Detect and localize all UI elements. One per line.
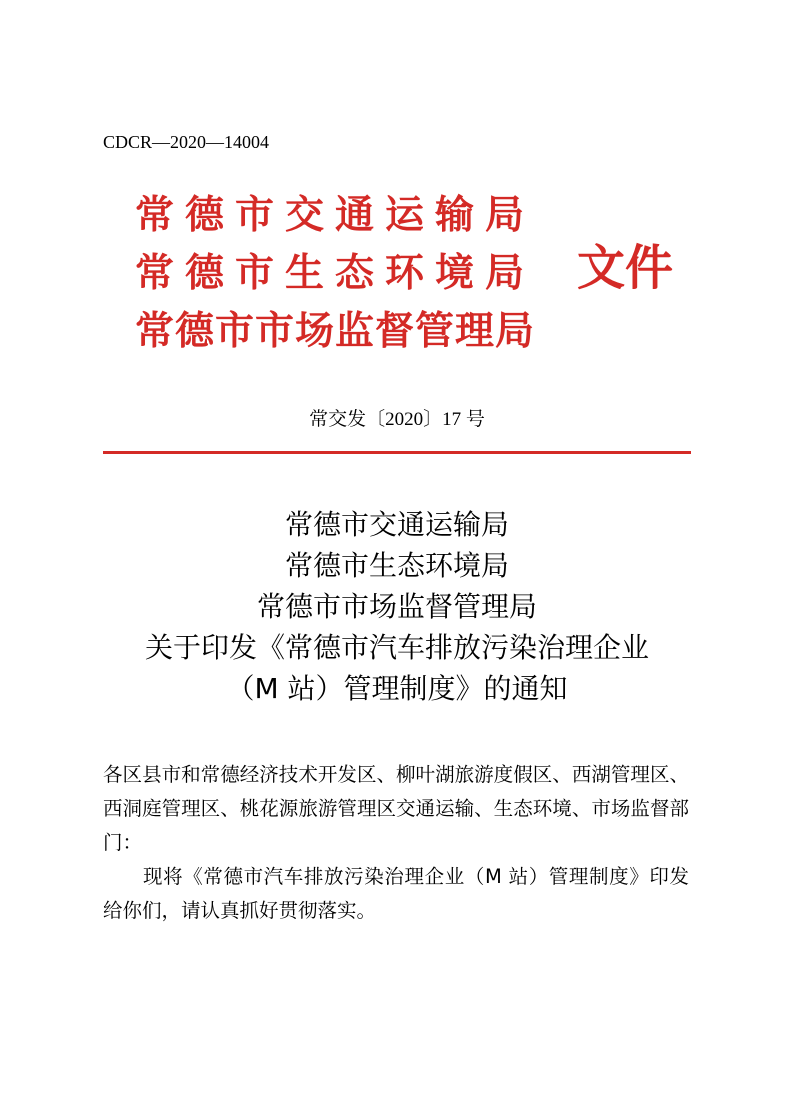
title-line: 常德市生态环境局 bbox=[284, 549, 509, 582]
agency-transport-bureau: 常德市交通运输局 bbox=[135, 192, 536, 238]
title-line: （M 站）管理制度》的通知 bbox=[226, 672, 568, 705]
agency-ecology-environment-bureau: 常德市生态环境局 bbox=[135, 250, 536, 296]
body-paragraph: 现将《常德市汽车排放污染治理企业（M 站）管理制度》印发给你们，请认真抓好贯彻落实。 bbox=[103, 865, 689, 922]
title-line: 常德市交通运输局 bbox=[284, 508, 509, 541]
notice-body bbox=[103, 758, 689, 928]
document-type-label: 文件 bbox=[577, 240, 674, 296]
title-line: 常德市市场监督管理局 bbox=[256, 590, 537, 623]
red-divider-line bbox=[103, 451, 691, 454]
document-code: CDCR—2020—14004 bbox=[103, 132, 270, 152]
document-number: 常交发〔2020〕17 号 bbox=[309, 409, 485, 430]
notice-title bbox=[0, 504, 794, 709]
title-line: 关于印发《常德市汽车排放污染治理企业 bbox=[144, 631, 649, 664]
addressee-paragraph: 各区县市和常德经济技术开发区、柳叶湖旅游度假区、西湖管理区、西洞庭管理区、桃花源旅游管理区交通运输、生态环境、市场监督部门： bbox=[103, 763, 689, 854]
issuing-agencies-header bbox=[135, 186, 575, 360]
agency-market-supervision-bureau: 常德市市场监督管理局 bbox=[135, 308, 536, 354]
